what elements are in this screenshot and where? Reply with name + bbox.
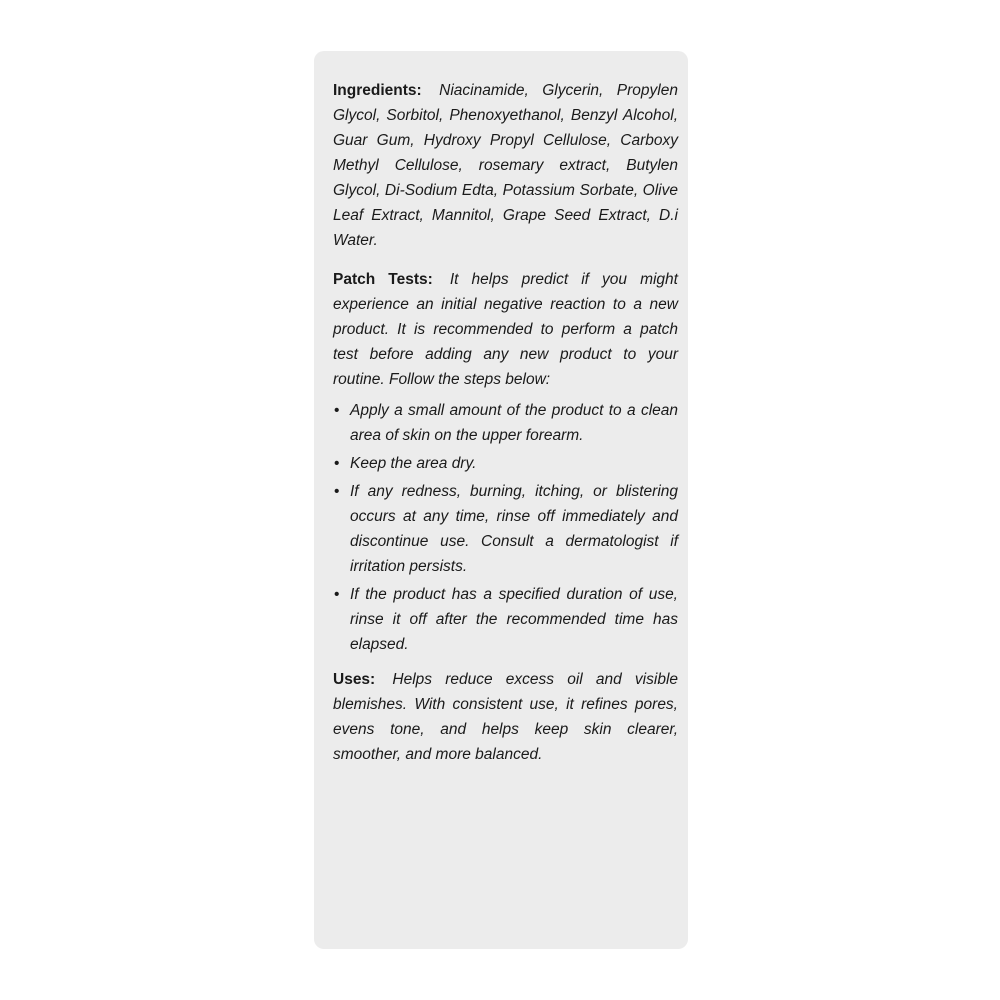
bullet-icon: • [334,455,340,472]
step-text: If the product has a specified duration of use, rinse it off after the recommended time has elapsed. [350,586,678,653]
list-item [333,451,678,476]
bullet-icon: • [334,586,340,603]
uses-heading: Uses: [333,671,376,688]
uses-text: Helps reduce excess oil and visible blemishes. With consistent use, it refines pores, evens tone, and helps keep skin clearer, smoother, and more balanced. [333,671,679,763]
product-label-card [314,51,688,949]
ingredients-text: Niacinamide, Glycerin, Propylen Glycol, Sorbitol, Phenoxyethanol, Benzyl Alcohol, Guar Gum, Hydroxy Propyl Cellulose, Carboxy Methyl Cellulose, rosemary extract, Butylen Glycol, Di-Sodium Edta, Potassium Sorbate, Olive Leaf Extract, Mannitol, Grape Seed Extract, D.i Water. [333,82,678,249]
patch-test-steps [333,398,678,657]
uses-section [333,667,678,767]
ingredients-section [333,78,678,253]
bullet-icon: • [334,483,340,500]
bullet-icon: • [334,402,340,419]
step-text: Apply a small amount of the product to a clean area of skin on the upper forearm. [350,402,678,444]
list-item [333,479,678,579]
step-text: Keep the area dry. [350,455,477,472]
patch-tests-section [333,267,678,392]
list-item [333,398,678,448]
step-text: If any redness, burning, itching, or blistering occurs at any time, rinse off immediately and discontinue use. Consult a dermatologist if irritation persists. [350,483,678,575]
patch-tests-text: It helps predict if you might experience an initial negative reaction to a new product. It is recommended to perform a patch test before adding any new product to your routine. Follow the steps below: [333,271,678,388]
ingredients-heading: Ingredients: [333,82,422,99]
list-item [333,582,678,657]
patch-tests-heading: Patch Tests: [333,271,433,288]
